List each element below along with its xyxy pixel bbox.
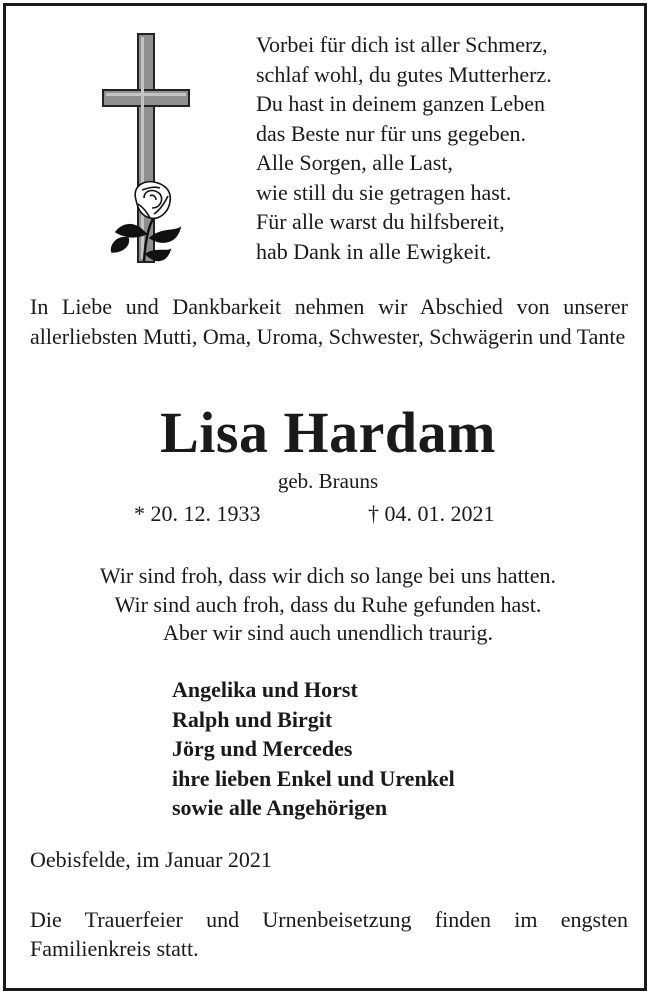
poem-line: Vorbei für dich ist aller Schmerz, [256, 32, 548, 57]
cross-with-rose [98, 32, 198, 272]
message-line: Aber wir sind auch unendlich traurig. [163, 620, 493, 645]
mourners-list [172, 675, 455, 823]
message-line: Wir sind froh, dass wir dich so lange bei uns hatten. [99, 563, 557, 588]
poem-line: Für alle warst du hilfsbereit, [256, 209, 505, 234]
poem-line: das Beste nur für uns gegeben. [256, 120, 527, 146]
family-message [0, 562, 656, 648]
mourner: ihre lieben Enkel und Urenkel [172, 765, 455, 791]
poem-line: wie still du sie getragen hast. [256, 179, 512, 205]
deceased-name: Lisa Hardam [160, 400, 496, 465]
birth-date: * 20. 12. 1933 [134, 501, 261, 526]
mourner: Jörg und Mercedes [172, 736, 353, 761]
poem-line: Alle Sorgen, alle Last, [256, 150, 453, 175]
ceremony-note: Die Trauerfeier und Urnenbeisetzung finden im engsten Familienkreis statt. [30, 907, 628, 961]
mourner: Ralph und Birgit [172, 706, 333, 732]
place-and-date: Oebisfelde, im Januar 2021 [30, 847, 272, 872]
mourner: sowie alle Angehörigen [172, 795, 388, 820]
birth-name: geb. Brauns [277, 469, 379, 493]
poem-line: hab Dank in alle Ewigkeit. [256, 238, 492, 264]
poem-line: Du hast in deinem ganzen Leben [256, 91, 545, 116]
poem-line: schlaf wohl, du gutes Mutterherz. [256, 61, 552, 87]
death-date: † 04. 01. 2021 [368, 501, 495, 526]
mourner: Angelika und Horst [172, 677, 358, 702]
cross-icon [103, 34, 189, 262]
message-line: Wir sind auch froh, dass du Ruhe gefunden hast. [114, 591, 542, 617]
intro-text: In Liebe und Dankbarkeit nehmen wir Abschied von unserer allerliebsten Mutti, Oma, Uroma, Schwester, Schwägerin und Tante [30, 294, 628, 349]
poem [256, 30, 552, 266]
